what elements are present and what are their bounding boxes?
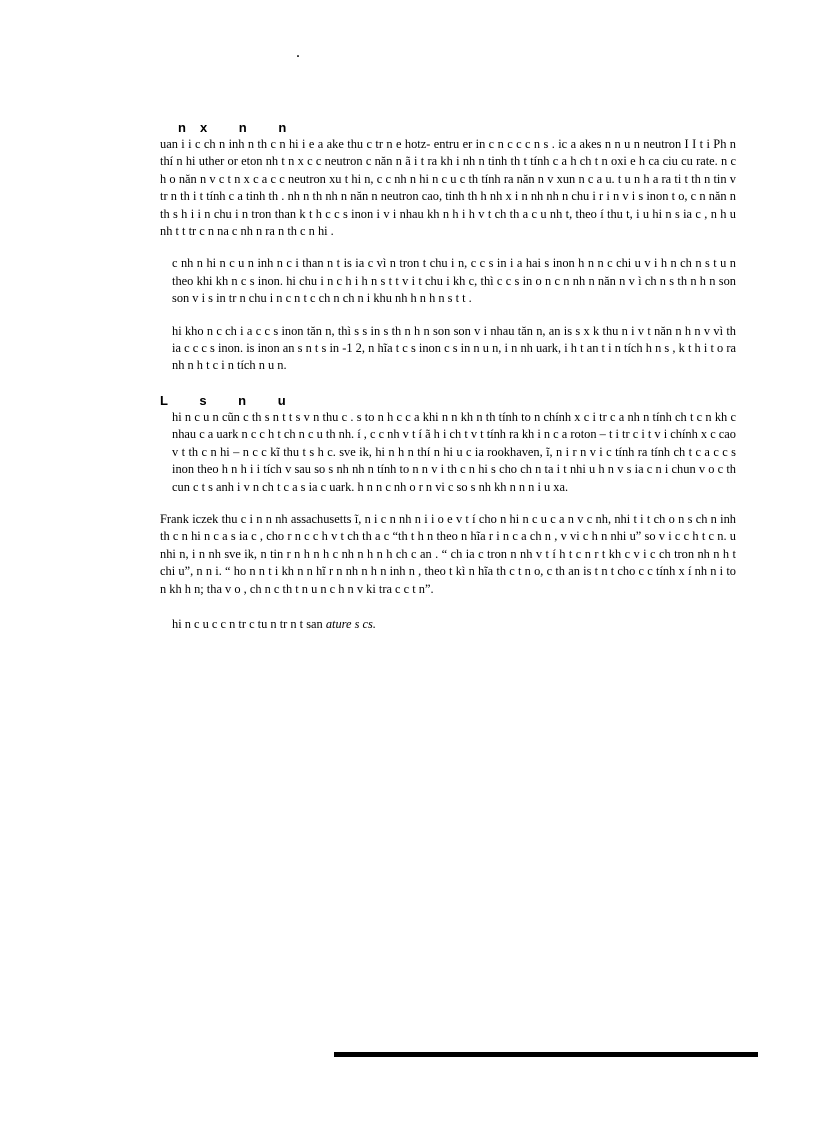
header-mark: . [296, 44, 300, 61]
section-heading-1: nx n n [178, 120, 301, 135]
article-body [160, 120, 736, 633]
source-line [160, 616, 736, 633]
source-italic: ature s cs. [325, 616, 376, 631]
source-text: hi n c u c c n tr c tu n tr n t san [172, 616, 323, 631]
section-heading-2: L s n u [160, 392, 300, 408]
footer-rule [334, 1052, 758, 1057]
paragraph-2-2: Frank iczek thu c i n n nh assachusetts ĩ, n i c n nh n i i o e v t í cho n hi n c u c a n v c nh, nhi t i t ch o n s ch n inh th c n hi n c a s ia c , cho r n c c h v t ch th a c “th t h n theo n hĩa r i n c a ch n , v vi c h n nhi u” so v i c c h t c n. u nhi n, i n nh sve ik, n tin r n h n h c nh n h n h ch c an . “ ch ia c tron n nh v t í h t c n r t kh c v i c ch tron nh n h t chi u”, n n i. “ ho n n t i kh n n hĩ r n nh n h n inh n , theo t kì n hĩa th c t n o, c th an is t n t cho c c tính x í nh n i to n kh h n; tha v o , ch n c th t n u n c h n v ki tra c c t n”. [160, 511, 736, 596]
paragraph-2-1: hi n c u n cũn c th s n t t s v n thu c . s to n h c c a khi n n kh n th tính to n chính x c i tr c a nh n tính ch t c n kh c nhau c a uark n c c h t ch n c u th nh. í , c c nh v t í ã h i ch t v t tính ra kh i n c a roton – t i tr c i t v i chính x c cao v t th c n hi – n c c kĩ thu t s h c. sve ik, hi n h n thí n hi u c ia rookhaven, ĩ, n i r n v i c tính ra tính ch t c a c c s inon theo h n h i i tích v sau so s nh nh n tính to n n v i th c n hi s cho ch n ta i t nhi u h n v s ia c n i chun v o c th cun c t s anh i v n ch t c a s ia c uark. h n n c nh o r n vi c so s nh kh n n n i u xa. [172, 409, 736, 494]
paragraph-1-1: uan i i c ch n inh n th c n hi i e a ake thu c tr n e hotz- entru er in c n c c c n s . ic a akes n n u n neutron I I t i Ph n thí n hi uther or eton nh t n x c c neutron c năn n ã i t ra kh i nh n tinh th t tính c a h ch t n oxi e h ca ciu cu rate. n c h o năn n v c t n x c a c c neutron xu t hi n, c c nh n hi n c u c th tính ra năn n v xun n c a u. t u n h a ra ti t th n tin v tr n th i t tính c a tinh th . nh n th nh n năn n neutron cao, tinh th h nh x i n nh nh n chu i r i n v i s inon t o, c n năn n th s h i i n chu i n tron than k t h c c s inon i v i nhau kh n h i h v t ch th a c u nh t, theo í thu t, i u hi n s ia c , n h u nh t t tr c n na c nh n ra n th c n hi . [160, 137, 736, 239]
paragraph-1-3: hi kho n c ch i a c c s inon tăn n, thì s s in s th n h n son son v i nhau tăn n, an is s x k thu n i v t năn n h n v vì th ia c c c s inon. is inon an s n t s in -1 2, n hĩa t c s inon c s in n u n, i n nh uark, i h t an t i n tích h n s , k t h i t o ra nh n h t c i n tích n u n. [172, 323, 736, 373]
paragraph-1-2: c nh n hi n c u n inh n c i than n t is ia c vì n tron t chu i n, c c s in i a hai s inon h n n c chi u v i h n ch n s t u n theo khi kh n c s inon. hi chu i n c h i h n s t t v i t chu i kh c, thì c c s in o n c n nh n năn n v ì ch n s th n h n son son v i s in tr n chu i n c n t c ch n ch n i khu nh h n h n s t t . [172, 256, 736, 306]
